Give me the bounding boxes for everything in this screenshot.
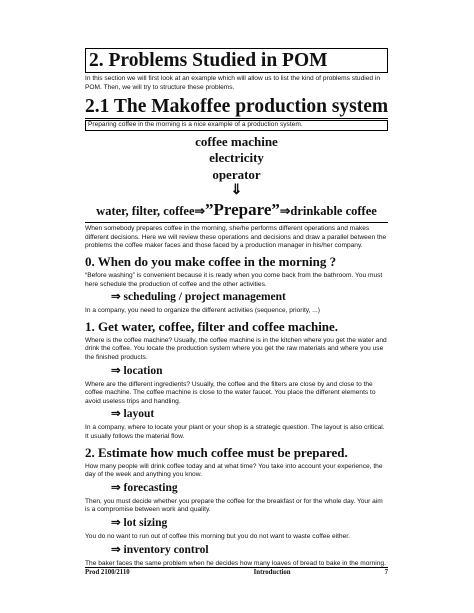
- section-2-1-title: 2.1 The Makoffee production system: [85, 96, 389, 118]
- implication-forecasting: ⇒ forecasting: [111, 481, 178, 494]
- section-2-1-text: Preparing coffee in the morning is a nice example of a production system.: [85, 120, 388, 131]
- implication-lot-sizing: ⇒ lot sizing: [111, 516, 168, 529]
- question-2-text-2: Then, you must decide whether you prepare the coffee for the breakfast or for the whole day. Your aim is a compromise between work and quality.: [85, 497, 383, 514]
- question-2-title: 2. Estimate how much coffee must be prepared.: [85, 444, 348, 460]
- production-diagram: [85, 134, 388, 224]
- diagram-operator: operator: [212, 166, 261, 182]
- question-2-text: How many people will drink coffee today and at what time? You take into account your experience, the day of the week and anything you know.: [85, 462, 383, 479]
- diagram-process-line: [85, 199, 388, 223]
- implication-inventory-control: ⇒ inventory control: [111, 543, 209, 556]
- question-2-text-3: You do no want to run out of coffee this morning but you do not want to waste coffee either.: [85, 532, 350, 540]
- question-1-text-2: Where are the different ingredients? Usually, the coffee and the filters are close by and close to the coffee machine. The coffee machine is close to the water faucet. You place the different elements to avoid useless trips and handling.: [85, 380, 376, 405]
- section-2-title: 2. Problems Studied in POM: [85, 48, 388, 73]
- footer-course: Prod 2100/2110: [85, 569, 130, 576]
- diagram-output: ⇒drinkable coffee: [279, 204, 377, 219]
- diagram-coffee-machine: coffee machine: [195, 133, 278, 149]
- page-footer: [85, 567, 388, 578]
- question-1-text-3: In a company, where to locate your plant or your shop is a strategic question. The layout is also critical. It usually follows the material flow.: [85, 424, 385, 440]
- intro-text: When somebody prepares coffee in the morning, she/he performs different operations and makes different decisions. Here we will review these operations and decisions and draw a parallel between the problems the coffee maker faces and those faced by a production manager in his/her company.: [85, 225, 387, 250]
- diagram-electricity: electricity: [209, 150, 264, 166]
- section-2-text: In this section we will first look at an example which will allow us to list the kind of problems studied in POM. Then, we will try to structure these problems.: [85, 75, 381, 91]
- diagram-prepare: ”Prepare”: [204, 200, 280, 220]
- page-content: [85, 48, 388, 568]
- down-arrow-icon: ⇓: [230, 183, 243, 199]
- question-1-title: 1. Get water, coffee, filter and coffee machine.: [85, 318, 339, 334]
- question-0-after: In a company, you need to organize the different activities (sequence, priority, ...): [85, 307, 320, 315]
- implication-layout: ⇒ layout: [111, 408, 155, 421]
- implication-scheduling: ⇒ scheduling / project management: [111, 291, 286, 304]
- implication-location: ⇒ location: [111, 364, 163, 377]
- diagram-inputs: water, filter, coffee⇒: [96, 204, 205, 219]
- question-0-title: 0. When do you make coffee in the morning ?: [85, 254, 337, 270]
- footer-page-number: 7: [384, 569, 388, 576]
- question-0-text: “Before washing” is convenient because it is ready when you come back from the bathroom. You must here schedule the production of coffee and the other activities.: [85, 272, 383, 288]
- footer-chapter: Introduction: [253, 569, 291, 576]
- question-2-text-4: The baker faces the same problem when he decides how many loaves of bread to bake in the morning.: [85, 559, 386, 567]
- question-1-text: Where is the coffee machine? Usually, the coffee machine is in the kitchen where you get the water and drink the coffee. You locate the production system where you get the raw materials and where you use the finished products.: [85, 336, 387, 362]
